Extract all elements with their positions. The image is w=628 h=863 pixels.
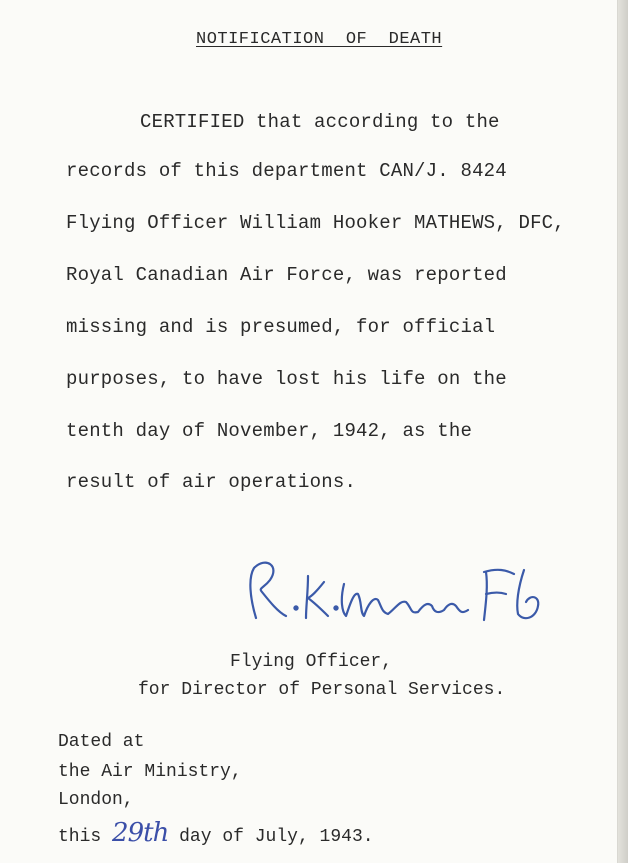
signer-title: Flying Officer, <box>230 652 393 672</box>
body-line-7: tenth day of November, 1942, as the <box>66 420 473 442</box>
body-line-1: CERTIFIED that according to the <box>140 111 500 133</box>
dated-line-2: the Air Ministry, <box>58 762 242 782</box>
body-line-6: purposes, to have lost his life on the <box>66 368 507 390</box>
body-line-3: Flying Officer William Hooker MATHEWS, DFC, <box>66 212 565 234</box>
dated-line-4 <box>58 818 374 848</box>
body-line-2: records of this department CAN/J. 8424 <box>66 160 507 182</box>
dated-prefix: this <box>58 827 102 847</box>
signature <box>236 548 556 638</box>
document-title: NOTIFICATION OF DEATH <box>196 30 443 49</box>
signer-role: for Director of Personal Services. <box>138 680 506 700</box>
dated-line-3: London, <box>58 790 134 810</box>
dated-line-1: Dated at <box>58 732 145 752</box>
body-line-5: missing and is presumed, for official <box>66 316 496 338</box>
handwritten-day: 29th <box>112 818 169 848</box>
page-edge <box>618 0 628 863</box>
body-line-4: Royal Canadian Air Force, was reported <box>66 264 507 286</box>
dated-suffix: day of July, 1943. <box>179 827 374 847</box>
body-line-8: result of air operations. <box>66 471 357 493</box>
